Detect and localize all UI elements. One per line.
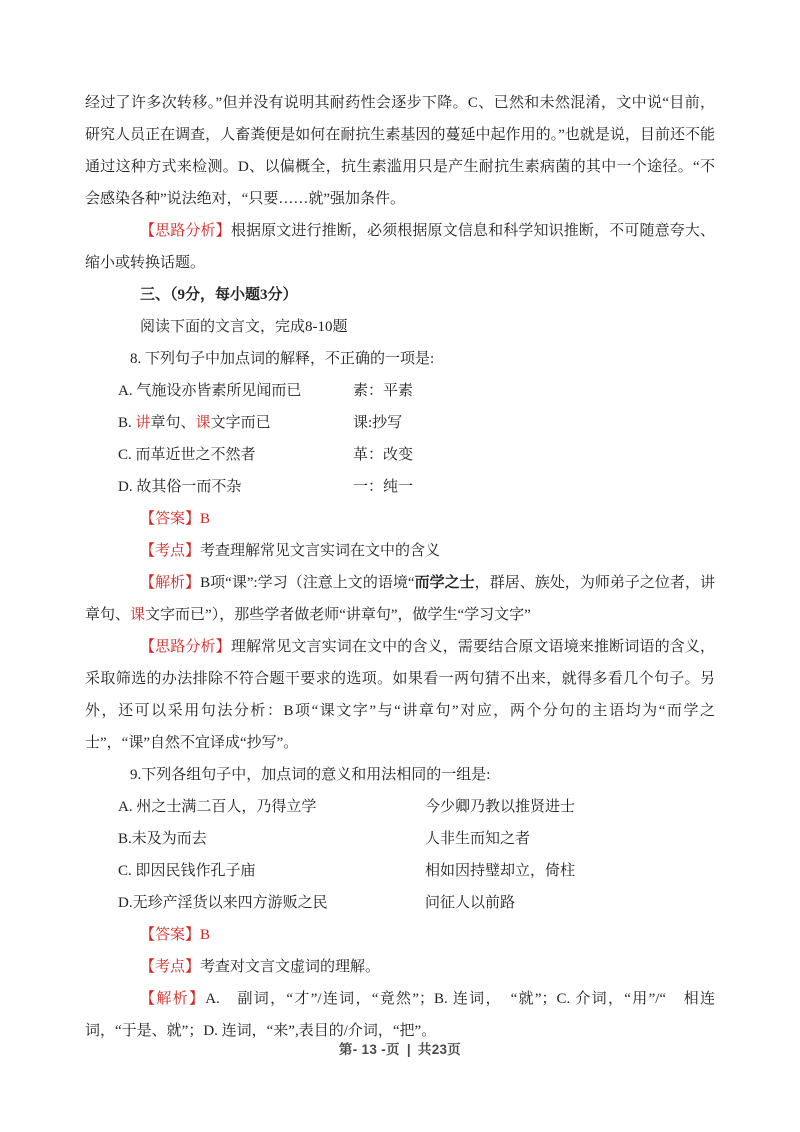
text-run: 9.下列各组句子中，加点词的意义和用法相同的一组是: bbox=[130, 767, 491, 783]
option-gloss bbox=[425, 855, 575, 887]
text-run: 经过了许多次转移。”但并没有说明其耐药性会逐步下降。C、已然和未然混淆，文中说“目前，研究人员正在调查，人畜粪便是如何在耐抗生素基因的蔓延中起作用的。”也就是说，目前还不能通过这种方式来检测。D、以偏概全，抗生素滥用只是产生耐抗生素病菌的其中一个途径。“不会感染各种”说法绝对，“只要……就”强加条件。 bbox=[85, 95, 715, 207]
option-gloss bbox=[353, 471, 413, 503]
text-run: ，群居、族处，为师弟子之位者，讲章句、 bbox=[85, 575, 715, 623]
text-run: A. 副词，“才”/连词，“竟然”；B. 连词， “就”；C. 介词，“用”/“ 相连词，“于是、就”；D. 连词，“来”,表目的/介词，“把”。 bbox=[85, 991, 715, 1039]
text-run: 章句、 bbox=[150, 415, 196, 431]
text-run: 考查理解常见文言实词在文中的含义 bbox=[200, 543, 441, 559]
text-run: 问征人以前路 bbox=[425, 895, 516, 911]
text-run: 考查对文言文虚词的理解。 bbox=[200, 959, 381, 975]
paragraph bbox=[85, 215, 715, 279]
text-run: 文字而已”），那些学者做老师“讲章句”，做学生“学习文字” bbox=[145, 607, 531, 623]
marker-text: 【思路分析】 bbox=[140, 639, 231, 655]
marker-text: 【解析】 bbox=[140, 991, 206, 1007]
text-run: A. 州之士满二百人，乃得立学 bbox=[118, 799, 317, 815]
option-row bbox=[85, 471, 715, 503]
marker-text: 【答案】B bbox=[140, 511, 211, 527]
text-run: 今少卿乃教以推贤进士 bbox=[425, 799, 576, 815]
text-run: 一：纯一 bbox=[353, 479, 414, 495]
text-run: A. 气施设亦皆素所见闻而已 bbox=[118, 383, 302, 399]
marker-text: 课 bbox=[195, 415, 211, 431]
text-run: C. 而革近世之不然者 bbox=[118, 447, 256, 463]
option-text bbox=[118, 895, 328, 911]
text-run: 根据原文进行推断，必须根据原文信息和科学知识推断，不可随意夸大、缩小或转换话题。 bbox=[85, 223, 715, 271]
text-run: 理解常见文言实词在文中的含义，需要结合原文语境来推断词语的含义，采取筛选的办法排除不符合题干要求的选项。如果看一两句猜不出来，就得多看几个句子。另外，还可以采用句法分析：B项“课文字”与“讲章句”对应，两个分句的主语均为“而学之士”，“课”自然不宜译成“抄写”。 bbox=[85, 639, 715, 751]
option-text bbox=[118, 831, 207, 847]
option-gloss bbox=[425, 791, 575, 823]
marker-text: 【考点】 bbox=[140, 959, 201, 975]
marker-text: 【答案】B bbox=[140, 927, 211, 943]
paragraph bbox=[85, 535, 715, 567]
page-footer bbox=[0, 1038, 800, 1058]
option-row bbox=[85, 439, 715, 471]
paragraph bbox=[85, 87, 715, 215]
option-gloss bbox=[425, 887, 515, 919]
paragraph bbox=[85, 567, 715, 631]
text-run: 相如因持璧却立，倚柱 bbox=[425, 863, 576, 879]
option-gloss bbox=[353, 407, 402, 439]
option-text bbox=[118, 799, 316, 815]
text-run: C. 即因民钱作孔子庙 bbox=[118, 863, 256, 879]
document-content bbox=[85, 87, 715, 1047]
text-run: 革：改变 bbox=[353, 447, 414, 463]
emphasis-text: 三、（9分，每小题3分） bbox=[140, 287, 298, 303]
paragraph bbox=[85, 503, 715, 535]
question-stem bbox=[85, 759, 715, 791]
page-number-label: 第- 13 -页 bbox=[338, 1042, 400, 1057]
emphasis-text: 而学之士 bbox=[414, 575, 475, 591]
marker-text: 【解析】 bbox=[140, 575, 201, 591]
marker-text: 【考点】 bbox=[140, 543, 201, 559]
option-gloss bbox=[425, 823, 530, 855]
paragraph bbox=[85, 919, 715, 951]
text-run: 素：平素 bbox=[353, 383, 414, 399]
paragraph bbox=[85, 951, 715, 983]
text-run: B. bbox=[118, 415, 136, 431]
text-run: 8. 下列句子中加点词的解释，不正确的一项是: bbox=[130, 351, 435, 367]
text-run: D.无珍产淫货以来四方游贩之民 bbox=[118, 895, 328, 911]
text-run: B项“课”:学习（注意上文的语境“ bbox=[200, 575, 415, 591]
option-row bbox=[85, 823, 715, 855]
paragraph bbox=[85, 311, 715, 343]
option-row bbox=[85, 791, 715, 823]
option-gloss bbox=[353, 375, 413, 407]
option-text bbox=[118, 863, 256, 879]
question-stem bbox=[85, 343, 715, 375]
option-row bbox=[85, 887, 715, 919]
text-run: B.未及为而去 bbox=[118, 831, 207, 847]
paragraph bbox=[85, 631, 715, 759]
option-text bbox=[118, 415, 271, 431]
option-row bbox=[85, 375, 715, 407]
total-pages-label: 共23页 bbox=[417, 1042, 462, 1057]
text-run: 人非生而知之者 bbox=[425, 831, 531, 847]
option-text bbox=[118, 383, 301, 399]
option-row bbox=[85, 407, 715, 439]
text-run: 文字而已 bbox=[210, 415, 271, 431]
text-run: 阅读下面的文言文，完成8-10题 bbox=[140, 319, 348, 335]
marker-text: 【思路分析】 bbox=[140, 223, 231, 239]
text-run: D. 故其俗一而不杂 bbox=[118, 479, 242, 495]
text-run: 课:抄写 bbox=[353, 415, 403, 431]
section-heading bbox=[85, 279, 715, 311]
option-gloss bbox=[353, 439, 413, 471]
marker-text: 讲 bbox=[135, 415, 151, 431]
marker-text: 课 bbox=[130, 607, 146, 623]
option-text bbox=[118, 479, 241, 495]
footer-separator: | bbox=[406, 1042, 411, 1057]
option-text bbox=[118, 447, 256, 463]
option-row bbox=[85, 855, 715, 887]
